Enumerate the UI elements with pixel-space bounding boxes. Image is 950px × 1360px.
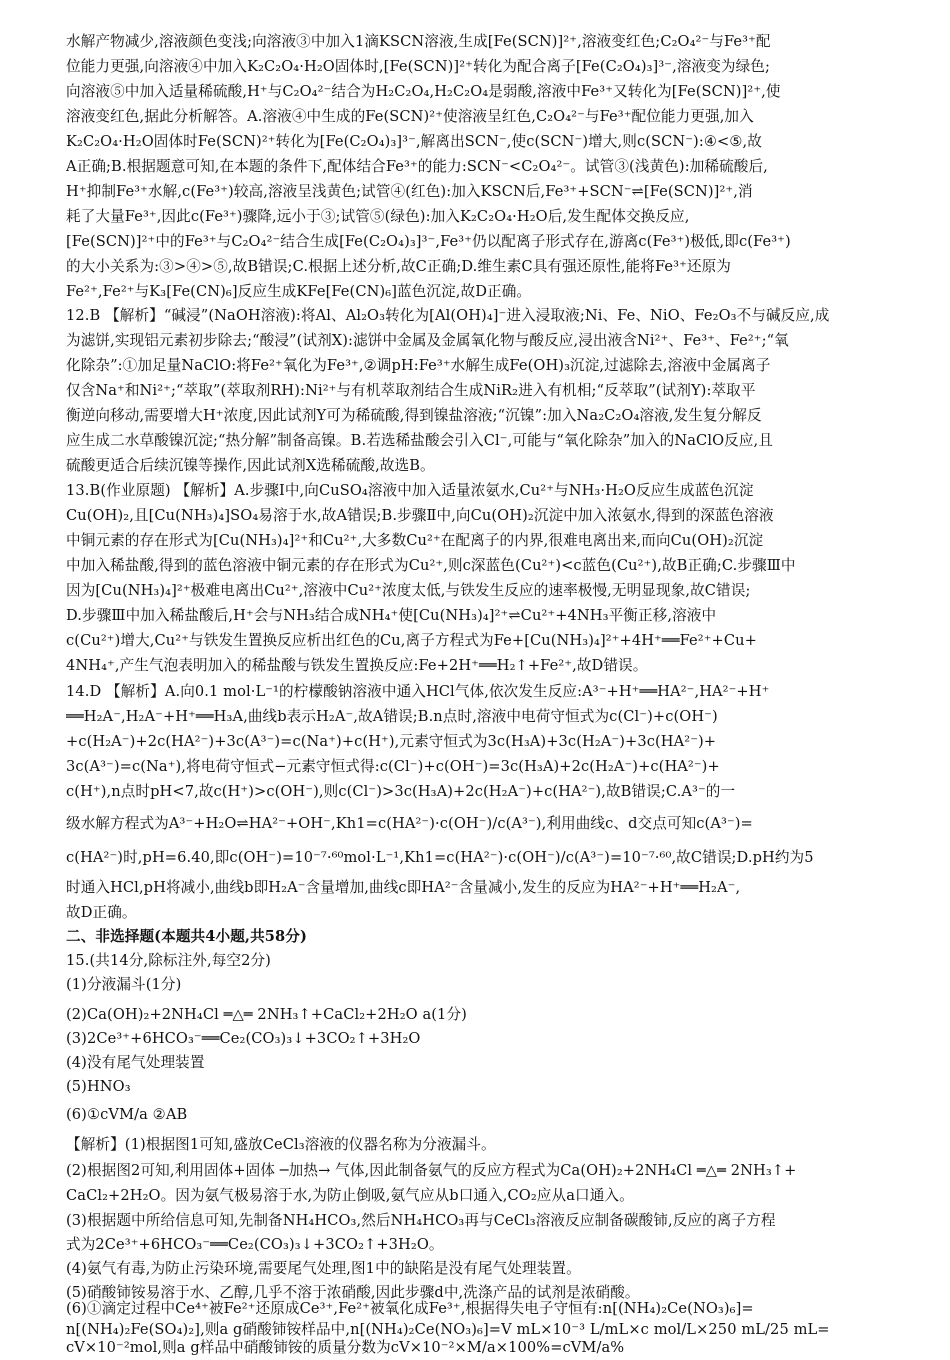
text-line: c(HA²⁻)时,pH=6.40,即c(OH⁻)=10⁻⁷·⁶⁰mol·L⁻¹,Kh1=c(HA²⁻)·c(OH⁻)/c(A³⁻)=10⁻⁷·⁶⁰,故C错误;D.pH约为5 <box>66 849 814 866</box>
text-line: 中铜元素的存在形式为[Cu(NH₃)₄]²⁺和Cu²⁺,大多数Cu²⁺在配离子的内界,很难电离出来,而向Cu(OH)₂沉淀 <box>66 532 764 549</box>
text-line: n[(NH₄)₂Fe(SO₄)₂],则a g硝酸铈铵样品中,n[(NH₄)₂Ce(NO₃)₆]=V mL×10⁻³ L/mL×c mol/L×250 mL/25 mL= <box>66 1321 830 1338</box>
text-line: (4)氨气有毒,为防止污染环境,需要尾气处理,图1中的缺陷是没有尾气处理装置。 <box>66 1260 581 1277</box>
answer-line: (2)Ca(OH)₂+2NH₄Cl ═△═ 2NH₃↑+CaCl₂+2H₂O a(1分) <box>66 1006 467 1023</box>
answer-line: (3)2Ce³⁺+6HCO₃⁻══Ce₂(CO₃)₃↓+3CO₂↑+3H₂O <box>66 1030 421 1047</box>
text-line: 耗了大量Fe³⁺,因此c(Fe³⁺)骤降,远小于③;试管⑤(绿色):加入K₂C₂O₄·H₂O后,发生配体交换反应, <box>66 208 690 225</box>
text-line: 3c(A³⁻)=c(Na⁺),将电荷守恒式−元素守恒式得:c(Cl⁻)+c(OH⁻)=3c(H₃A)+2c(H₂A⁻)+c(HA²⁻)+ <box>66 758 720 775</box>
text-line: 向溶液⑤中加入适量稀硫酸,H⁺与C₂O₄²⁻结合为H₂C₂O₄,H₂C₂O₄是弱酸,溶液中Fe³⁺又转化为[Fe(SCN)]²⁺,使 <box>66 83 781 100</box>
text-line: cV×10⁻²mol,则a g样品中硝酸铈铵的质量分数为cV×10⁻²×M/a×100%=cVM/a% <box>66 1339 625 1356</box>
text-line: 硫酸更适合后续沉镍等操作,因此试剂X选稀硫酸,故选B。 <box>66 457 435 474</box>
text-line: 仅含Na⁺和Ni²⁺;“萃取”(萃取剂RH):Ni²⁺与有机萃取剂结合生成NiR₂进入有机相;“反萃取”(试剂Y):萃取平 <box>66 382 756 399</box>
text-line: c(Cu²⁺)增大,Cu²⁺与铁发生置换反应析出红色的Cu,离子方程式为Fe+[Cu(NH₃)₄]²⁺+4H⁺══Fe²⁺+Cu+ <box>66 632 757 649</box>
text-line: 因为[Cu(NH₃)₄]²⁺极难电离出Cu²⁺,溶液中Cu²⁺浓度太低,与铁发生反应的速率极慢,无明显现象,故C错误; <box>66 582 751 599</box>
text-line: A正确;B.根据题意可知,在本题的条件下,配体结合Fe³⁺的能力:SCN⁻<C₂O₄²⁻。试管③(浅黄色):加稀硫酸后, <box>66 158 768 175</box>
text-line: K₂C₂O₄·H₂O固体时Fe(SCN)²⁺转化为[Fe(C₂O₄)₃]³⁻,解离出SCN⁻,使c(SCN⁻)增大,则c(SCN⁻):④<⑤,故 <box>66 133 762 150</box>
question-15-heading: 15.(共14分,除标注外,每空2分) <box>66 952 271 969</box>
text-line: +c(H₂A⁻)+2c(HA²⁻)+3c(A³⁻)=c(Na⁺)+c(H⁺),元素守恒式为3c(H₃A)+3c(H₂A⁻)+3c(HA²⁻)+ <box>66 733 717 750</box>
text-line: 级水解方程式为A³⁻+H₂O⇌HA²⁻+OH⁻,Kh1=c(HA²⁻)·c(OH⁻)/c(A³⁻),利用曲线c、d交点可知c(A³⁻)= <box>66 815 753 832</box>
text-line: 溶液变红色,据此分析解答。A.溶液④中生成的Fe(SCN)²⁺使溶液呈红色,C₂O₄²⁻与Fe³⁺配位能力更强,加入 <box>66 108 754 125</box>
text-line: (2)根据图2可知,利用固体+固体 ─加热→ 气体,因此制备氨气的反应方程式为Ca(OH)₂+2NH₄Cl ═△═ 2NH₃↑+ <box>66 1162 797 1179</box>
text-line: 化除杂”:①加足量NaClO:将Fe²⁺氧化为Fe³⁺,②调pH:Fe³⁺水解生成Fe(OH)₃沉淀,过滤除去,溶液中金属离子 <box>66 357 771 374</box>
text-line: 的大小关系为:③>④>⑤,故B错误;C.根据上述分析,故C正确;D.维生素C具有强还原性,能将Fe³⁺还原为 <box>66 258 731 275</box>
text-line: CaCl₂+2H₂O。因为氨气极易溶于水,为防止倒吸,氨气应从b口通入,CO₂应从a口通入。 <box>66 1187 634 1204</box>
question-14-line: 14.D 【解析】A.向0.1 mol·L⁻¹的柠檬酸钠溶液中通入HCl气体,依次发生反应:A³⁻+H⁺══HA²⁻,HA²⁻+H⁺ <box>66 683 770 700</box>
question-12-line: 12.B 【解析】“碱浸”(NaOH溶液):将Al、Al₂O₃转化为[Al(OH)₄]⁻进入浸取液;Ni、Fe、NiO、Fe₂O₃不与碱反应,成 <box>66 307 830 324</box>
answer-line: (5)HNO₃ <box>66 1078 131 1095</box>
analysis-line: 【解析】(1)根据图1可知,盛放CeCl₃溶液的仪器名称为分液漏斗。 <box>66 1136 496 1153</box>
text-line: [Fe(SCN)]²⁺中的Fe³⁺与C₂O₄²⁻结合生成[Fe(C₂O₄)₃]³⁻,Fe³⁺仍以配离子形式存在,游离c(Fe³⁺)极低,即c(Fe³⁺) <box>66 233 791 250</box>
text-line: 应生成二水草酸镍沉淀;“热分解”制备高镍。B.若选稀盐酸会引入Cl⁻,可能与“氧化除杂”加入的NaClO反应,且 <box>66 432 773 449</box>
text-line: ══H₂A⁻,H₂A⁻+H⁺══H₃A,曲线b表示H₂A⁻,故A错误;B.n点时,溶液中电荷守恒式为c(Cl⁻)+c(OH⁻) <box>66 708 718 725</box>
answer-line: (6)①cVM/a ②AB <box>66 1106 188 1123</box>
text-line: (3)根据题中所给信息可知,先制备NH₄HCO₃,然后NH₄HCO₃再与CeCl₃溶液反应制备碳酸铈,反应的离子方程 <box>66 1212 776 1229</box>
text-line: 式为2Ce³⁺+6HCO₃⁻══Ce₂(CO₃)₃↓+3CO₂↑+3H₂O。 <box>66 1236 444 1253</box>
text-line: (5)硝酸铈铵易溶于水、乙醇,几乎不溶于浓硝酸,因此步骤d中,洗涤产品的试剂是浓硝酸。 <box>66 1284 640 1301</box>
text-line: 水解产物减少,溶液颜色变浅;向溶液③中加入1滴KSCN溶液,生成[Fe(SCN)]²⁺,溶液变红色;C₂O₄²⁻与Fe³⁺配 <box>66 33 771 50</box>
text-line: H⁺抑制Fe³⁺水解,c(Fe³⁺)较高,溶液呈浅黄色;试管④(红色):加入KSCN后,Fe³⁺+SCN⁻⇌[Fe(SCN)]²⁺,消 <box>66 183 753 200</box>
text-line: c(H⁺),n点时pH<7,故c(H⁺)>c(OH⁻),则c(Cl⁻)>3c(H₃A)+2c(H₂A⁻)+c(HA²⁻),故B错误;C.A³⁻的一 <box>66 783 736 800</box>
text-line: 故D正确。 <box>66 904 137 921</box>
text-line: Cu(OH)₂,且[Cu(NH₃)₄]SO₄易溶于水,故A错误;B.步骤Ⅱ中,向Cu(OH)₂沉淀中加入浓氨水,得到的深蓝色溶液 <box>66 507 774 524</box>
question-13-line: 13.B(作业原题) 【解析】A.步骤Ⅰ中,向CuSO₄溶液中加入适量浓氨水,Cu²⁺与NH₃·H₂O反应生成蓝色沉淀 <box>66 482 754 499</box>
text-line: (6)①滴定过程中Ce⁴⁺被Fe²⁺还原成Ce³⁺,Fe²⁺被氧化成Fe³⁺,根据得失电子守恒有:n[(NH₄)₂Ce(NO₃)₆]= <box>66 1300 754 1317</box>
text-line: D.步骤Ⅲ中加入稀盐酸后,H⁺会与NH₃结合成NH₄⁺使[Cu(NH₃)₄]²⁺⇌Cu²⁺+4NH₃平衡正移,溶液中 <box>66 607 717 624</box>
text-line: Fe²⁺,Fe²⁺与K₃[Fe(CN)₆]反应生成KFe[Fe(CN)₆]蓝色沉淀,故D正确。 <box>66 283 532 300</box>
text-line: 时通入HCl,pH将减小,曲线b即H₂A⁻含量增加,曲线c即HA²⁻含量减小,发生的反应为HA²⁻+H⁺══H₂A⁻, <box>66 879 741 896</box>
text-line: 位能力更强,向溶液④中加入K₂C₂O₄·H₂O固体时,[Fe(SCN)]²⁺转化为配合离子[Fe(C₂O₄)₃]³⁻,溶液变为绿色; <box>66 58 771 75</box>
answer-line: (1)分液漏斗(1分) <box>66 976 182 993</box>
answer-line: (4)没有尾气处理装置 <box>66 1054 205 1071</box>
text-line: 为滤饼,实现铝元素初步除去;“酸浸”(试剂X):滤饼中金属及金属氧化物与酸反应,浸出液含Ni²⁺、Fe³⁺、Fe²⁺;“氧 <box>66 332 789 349</box>
section-heading: 二、非选择题(本题共4小题,共58分) <box>66 928 307 945</box>
text-line: 衡逆向移动,需要增大H⁺浓度,因此试剂Y可为稀硫酸,得到镍盐溶液;“沉镍”:加入Na₂C₂O₄溶液,发生复分解反 <box>66 407 762 424</box>
text-line: 4NH₄⁺,产生气泡表明加入的稀盐酸与铁发生置换反应:Fe+2H⁺══H₂↑+Fe²⁺,故D错误。 <box>66 657 648 674</box>
text-line: 中加入稀盐酸,得到的蓝色溶液中铜元素的存在形式为Cu²⁺,则c深蓝色(Cu²⁺)<c蓝色(Cu²⁺),故B正确;C.步骤Ⅲ中 <box>66 557 796 574</box>
